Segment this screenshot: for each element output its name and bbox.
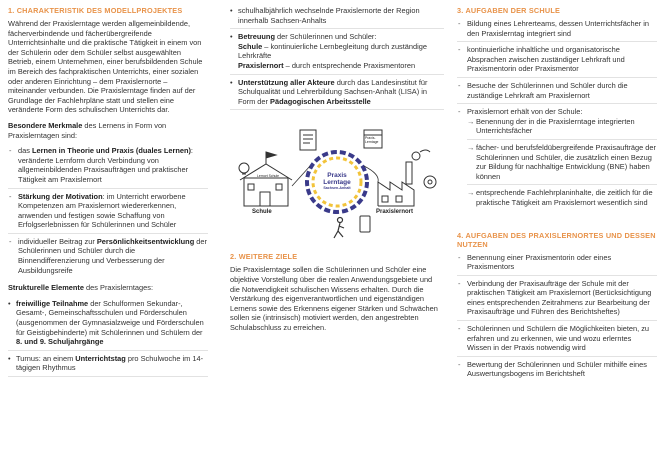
column-2 — [230, 6, 444, 339]
person-icon — [334, 218, 344, 239]
label-schule: Schule — [252, 209, 272, 216]
list-item: • Betreuung der Schülerinnen und Schüler: Schule – kontinuierliche Lernbegleitung durch zuständige Lehrkräfte Praxislernort – durch entsprechende Praxismentoren — [230, 32, 444, 74]
label-praxislernort: Praxislernort — [376, 209, 414, 216]
sign-text: Praxis-Lerntage — [365, 136, 379, 145]
list-item: → entsprechende Fachlehrplaninhalte, die zeitlich für die praktische Tätigkeit am Praxislernort wesentlich sind — [467, 188, 657, 210]
list-item: - kontinuierliche inhaltliche und organisatorische Absprachen zwischen zuständiger Lehrkraft und Praxismentorin oder Praxismentor — [457, 45, 657, 78]
heading-aufgaben-schule: 3. AUFGABEN DER SCHULE — [457, 6, 561, 15]
list-item: - Besuche der Schülerinnen und Schüler durch die zuständige Lehrkraft am Praxislernort — [457, 81, 657, 104]
list-item: • Turnus: an einem Unterrichtstag pro Schulwoche im 14-tägigen Rhythmus — [8, 354, 208, 377]
list-item: - Bewertung der Schülerinnen und Schüler mithilfe eines Auswertungsbogens im Berichtsheft — [457, 360, 657, 382]
list-item: - Bildung eines Lehrerteams, dessen Unterrichtsfächer in den Praxislerntag integriert sind — [457, 19, 657, 42]
ziele-text: Die Praxislerntage sollen die Schülerinnen und Schüler eine objektive Vorstellung über die realen Anwendungsgebiete und die Notwendigkeit schulischen Wissens erhalten. Durch die Verstärkung des eigenverantwortlichen und eigenständigen Lernens sowie des Erkennens eigener Stärken und Schwächen sollen sie (intrinsisch) motiviert werden, den angestrebten Schulabschluss zu erreichen. — [230, 265, 438, 332]
heading-weitere-ziele: 2. WEITERE ZIELE — [230, 252, 298, 262]
struktur-list — [8, 299, 208, 377]
list-item: → Benennung der in die Praxislerntage integrierten Unterrichtsfächer — [467, 117, 657, 140]
document-icon — [300, 130, 316, 150]
list-item: - Stärkung der Motivation: im Unterricht erworbene Kompetenzen am Praxislernort wiedererkennen, anwenden und festigen sowie Schaffung von Erfolgserlebnissen für Schülerinnen und Schüler — [8, 192, 208, 234]
phone-icon — [360, 216, 370, 232]
merkmale-list — [8, 146, 208, 278]
factory-icon — [378, 150, 430, 206]
list-item: - Schülerinnen und Schülern die Möglichkeiten bieten, zu erfahren und zu erkennen, wie und wozu erlerntes Wissen in der Praxis notwendig wird — [457, 324, 657, 357]
column-3 — [457, 6, 657, 385]
list-item: - das Lernen in Theorie und Praxis (duales Lernen): veränderte Lernform durch Verbindung von allgemeinbildenden Praxisaufträgen und praktischer Tätigkeit am Praxislernort — [8, 146, 208, 188]
erhaelt-list — [467, 117, 657, 211]
list-item: - Verbindung der Praxisaufträge der Schule mit der praktischen Tätigkeit am Praxislernort (Berücksichtigung eines entsprechenden Zeitrahmens zur Bearbeitung der Praxisaufträge und Führen des Berichtsheftes) — [457, 279, 657, 321]
intro-text: Während der Praxislerntage werden allgemeinbildende, fächerverbindende und fächerübergreifende Unterrichtsinhalte und die praktische Tätigkeit in einem von der Schülerin oder dem Schüler selbst ausgewählten Betrieb, einem Unternehmen, einer berufsbildenden Schule im Bereich des fachpraktischen Unterrichts, einer sozialen oder anderen Einrichtung – dem Praxislernorte – miteinander verbunden. Die Praxislerntage finden auf der Grundlage der Fachlehrpläne statt und stellen eine veränderte Form des schulischen Unterrichts dar. — [8, 19, 203, 115]
logo-text: Praxis Lerntage Sachsen-Anhalt — [323, 172, 351, 191]
list-item: • freiwillige Teilnahme der Schulformen Sekundar-, Gesamt-, Gemeinschaftsschulen und Förderschulen (ausgenommen der Gymnasialzweige und Förderschulen für Geistigbehinderte) mit Schülerinnen und Schülern der 8. und 9. Schuljahrgänge — [8, 299, 208, 351]
praxislerntage-illustration — [230, 116, 444, 244]
list-item: - individueller Beitrag zur Persönlichkeitsentwicklung der Schülerinnen und Schüler durch die Binnendifferenzierung und Verbesserung der Ausbildungsreife — [8, 237, 208, 278]
gear-icon — [424, 176, 436, 188]
column-1 — [8, 6, 208, 380]
list-item: → fächer- und berufsfeldübergreifende Praxisaufträge der Schülerinnen und Schüler, die zusätzlich einen Bezug zur Bildung für nachhaltige Entwicklung (BNE) haben können — [467, 143, 657, 185]
heading-aufgaben-praxislernort: 4. AUFGABEN DES PRAXISLERNORTES UND DESSEN NUTZEN — [457, 230, 656, 249]
merkmale-lead: Besondere Merkmale des Lernens in Form von Praxislerntagen sind: — [8, 120, 167, 140]
aufgaben-praxislernort-list — [457, 253, 657, 383]
list-item: - Benennung einer Praxismentorin oder eines Praxismentors — [457, 253, 657, 276]
list-item: • Unterstützung aller Akteure durch das Landesinstitut für Schulqualität und Lehrerbildung Sachsen-Anhalt (LISA) in Form der Pädagogischen Arbeitsstelle — [230, 78, 444, 111]
struktur-lead: Strukturelle Elemente des Praxislerntages: — [8, 283, 154, 293]
heading-charakteristik: 1. CHARAKTERISTIK DES MODELLPROJEKTES — [8, 6, 183, 15]
struktur-list-continued — [230, 6, 444, 110]
list-item: - Praxislernort erhält von der Schule: → Benennung der in die Praxislerntage integrierten Unterrichtsfächer → fächer- und berufsfeldübergreifende Praxisaufträge der Schülerinnen und Schüler, die zusätzlich einen Bezug zur Bildung für nachhaltige Entwicklung (BNE) haben können → entsprechende Fachlehrplaninhalte, die zeitlich für die praktische Tätigkeit am Praxislernort wesentlich sind — [457, 107, 657, 216]
school-sign-text: Lernort Schule — [256, 174, 280, 179]
aufgaben-schule-list — [457, 19, 657, 217]
list-item: • schulhalbjährlich wechselnde Praxislernorte der Region innerhalb Sachsen-Anhalts — [230, 6, 444, 29]
